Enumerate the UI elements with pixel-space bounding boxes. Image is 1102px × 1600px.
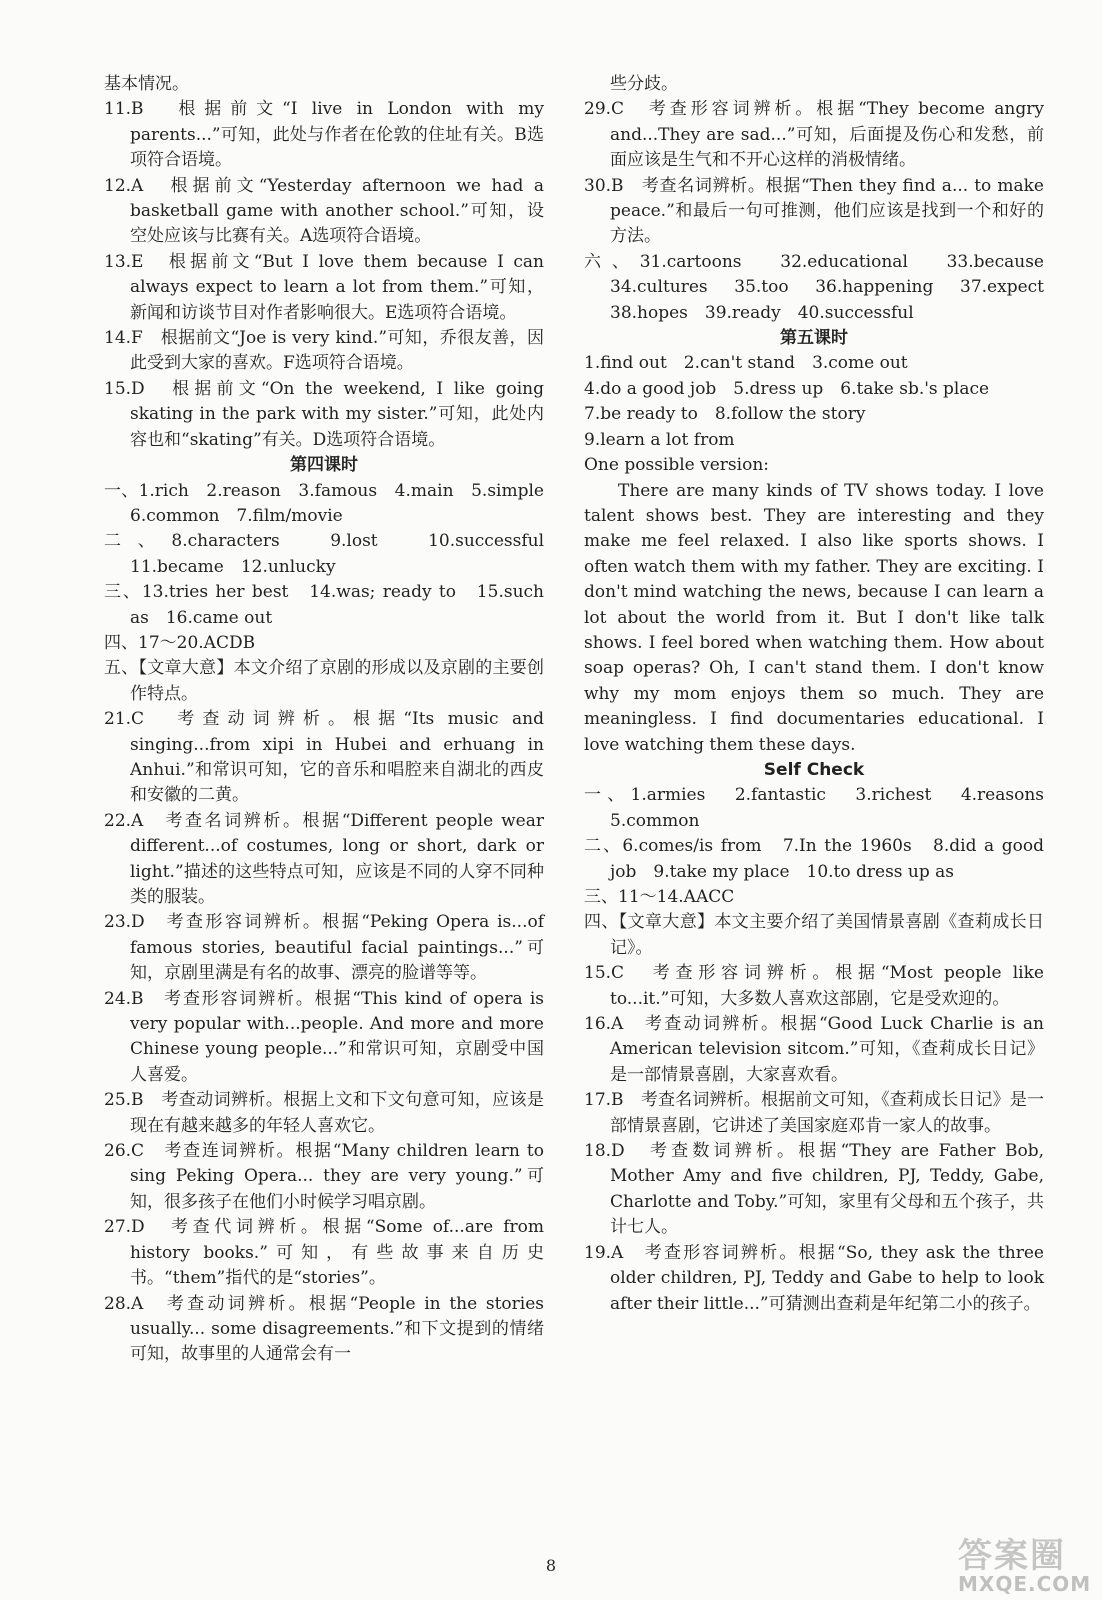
answer-item: 四、17～20.ACDB <box>104 632 256 653</box>
paragraph: 基本情况。 <box>104 74 189 94</box>
answer-item: 29.C 考查形容词辨析。根据“They become angry and...They are sad...”可知，后面提及伤心和发愁，前面应该是生气和不开心这样的消极情绪。 <box>584 99 1044 171</box>
answer-item: 1.find out 2.can't stand 3.come out <box>584 353 908 374</box>
answer-item: 27.D 考查代词辨析。根据“Some of...are from history books.”可知，有些故事来自历史书。“them”指代的是“stories”。 <box>104 1217 544 1289</box>
answer-item: 15.C 考查形容词辨析。根据“Most people like to...it.”可知，大多数人喜欢这部剧，它是受欢迎的。 <box>584 963 1044 1009</box>
answer-item: 六、31.cartoons 32.educational 33.because 34.cultures 35.too 36.happening 37.expect 38.hopes 39.ready 40.successful <box>584 251 1061 323</box>
left-column <box>104 72 561 1368</box>
answer-item: 一、1.armies 2.fantastic 3.richest 4.reasons 5.common <box>584 785 1061 831</box>
answer-item: 26.C 考查连词辨析。根据“Many children learn to sing Peking Opera... they are very young.”可知，很多孩子在他们小时候学习唱京剧。 <box>104 1141 544 1212</box>
answer-item: 7.be ready to 8.follow the story <box>584 404 866 425</box>
paragraph: 些分歧。 <box>610 74 678 94</box>
answer-item: 一、1.rich 2.reason 3.famous 4.main 5.simple 6.common 7.film/movie <box>104 480 561 526</box>
section-heading: 第五课时 <box>780 328 848 349</box>
answer-item: 9.learn a lot from <box>584 429 735 450</box>
answer-item: 19.A 考查形容词辨析。根据“So, they ask the three older children, PJ, Teddy and Gabe to help to look after their little...”可猜测出查莉是年纪第二小的孩子。 <box>584 1242 1044 1314</box>
answer-item: 11.B 根据前文“I live in London with my parents...”可知，此处与作者在伦敦的住址有关。B选项符合语境。 <box>104 99 544 171</box>
section-heading: 第四课时 <box>290 455 358 476</box>
answer-item: 22.A 考查名词辨析。根据“Different people wear different...of costumes, long or short, dark or light.”描述的这些特点可知，应该是不同的人穿不同种类的服装。 <box>104 810 544 907</box>
paragraph: One possible version: <box>584 455 769 476</box>
watermark-url: MXQE.COM <box>958 1572 1092 1596</box>
answer-item: 23.D 考查形容词辨析。根据“Peking Opera is...of famous stories, beautiful facial paintings...”可知，京剧里满是有名的故事、漂亮的脸谱等等。 <box>104 912 544 984</box>
answer-item: 30.B 考查名词辨析。根据“Then they find a... to make peace.”和最后一句可推测，他们应该是找到一个和好的方法。 <box>584 175 1044 247</box>
answer-item: 13.E 根据前文“But I love them because I can always expect to learn a lot from them.”可知，新闻和访谈节目对作者影响很大。E选项符合语境。 <box>104 251 544 323</box>
answer-item: 28.A 考查动词辨析。根据“People in the stories usually... some disagreements.”和下文提到的情绪可知，故事里的人通常会有一 <box>104 1293 544 1365</box>
answer-item: 14.F 根据前文“Joe is very kind.”可知，乔很友善，因此受到大家的喜欢。F选项符合语境。 <box>104 328 544 374</box>
answer-item: 17.B 考查名词辨析。根据前文可知，《查莉成长日记》是一部情景喜剧，它讲述了美国家庭邓肯一家人的故事。 <box>584 1090 1044 1136</box>
answer-item: 4.do a good job 5.dress up 6.take sb.'s place <box>584 378 990 399</box>
watermark-logo <box>958 1536 1092 1596</box>
answer-item: 25.B 考查动词辨析。根据上文和下文句意可知，应该是现在有越来越多的年轻人喜欢它。 <box>104 1090 544 1136</box>
answer-item: 二、8.characters 9.lost 10.successful 11.became 12.unlucky <box>104 531 561 577</box>
answer-item: 四、【文章大意】本文主要介绍了美国情景喜剧《查莉成长日记》。 <box>584 912 1044 958</box>
answer-item: 五、【文章大意】本文介绍了京剧的形成以及京剧的主要创作特点。 <box>104 658 544 704</box>
section-heading: Self Check <box>763 759 865 780</box>
answer-item: 16.A 考查动词辨析。根据“Good Luck Charlie is an American television sitcom.”可知，《查莉成长日记》是一部情景喜剧，大家喜欢看。 <box>584 1014 1044 1085</box>
answer-item: 12.A 根据前文“Yesterday afternoon we had a basketball game with another school.”可知，设空处应该与比赛有关。A选项符合语境。 <box>104 175 544 247</box>
answer-item: 15.D 根据前文“On the weekend, I like going skating in the park with my sister.”可知，此处内容也和“skating”有关。D选项符合语境。 <box>104 378 544 450</box>
right-column <box>584 72 1061 1317</box>
answer-item: 三、13.tries her best 14.was; ready to 15.such as 16.came out <box>104 582 544 628</box>
answer-item: 21.C 考查动词辨析。根据“Its music and singing...from xipi in Hubei and erhuang in Anhui.”和常识可知，它的音乐和唱腔来自湖北的西皮和安徽的二黄。 <box>104 709 544 806</box>
answer-item: 二、6.comes/is from 7.In the 1960s 8.did a good job 9.take my place 10.to dress up as <box>584 836 1044 882</box>
answer-item: 24.B 考查形容词辨析。根据“This kind of opera is very popular with...people. And more and more Chinese young people...”和常识可知，京剧受中国人喜爱。 <box>104 988 544 1085</box>
answer-item: 18.D 考查数词辨析。根据“They are Father Bob, Mother Amy and five children, PJ, Teddy, Gabe, Charlotte and Toby.”可知，家里有父母和五个孩子，共计七人。 <box>584 1141 1044 1238</box>
answer-item: 三、11～14.AACC <box>584 887 735 907</box>
watermark-text: 答案圈 <box>958 1536 1066 1576</box>
essay-text: There are many kinds of TV shows today. I love talent shows best. They are interesting and they make me feel relaxed. I also like sports shows. I often watch them with my father. They are exciting. I don't mind watching the news, because I can learn a lot about the world from it. But I don't like talk shows. I feel bored when watching them. How about soap operas? Oh, I can't stand them. I don't know why my mom enjoys them so much. They are meaningless. I find documentaries educational. I love watching them these days. <box>584 480 1044 755</box>
page-number: 8 <box>545 1556 557 1575</box>
